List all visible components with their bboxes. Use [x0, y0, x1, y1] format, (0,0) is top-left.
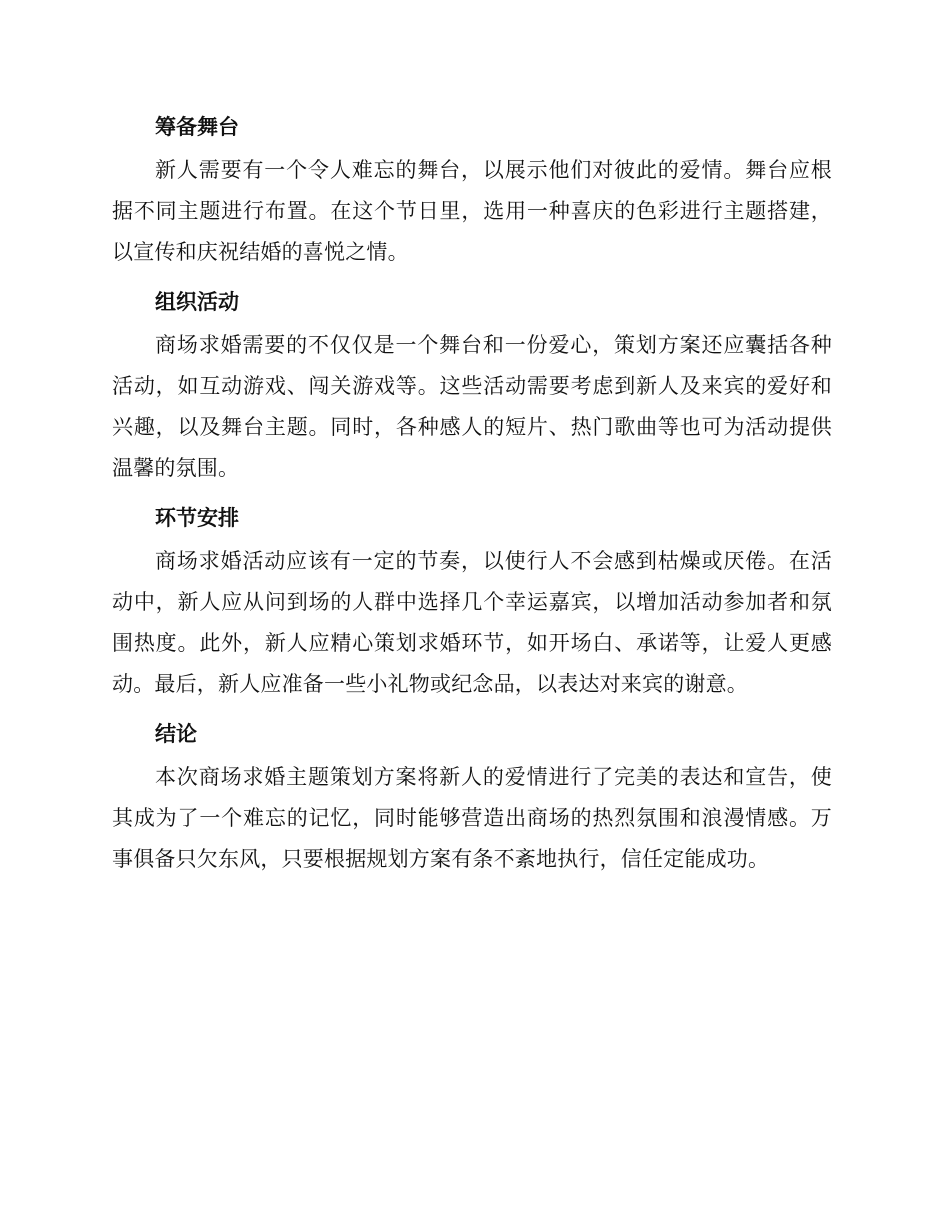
section-heading: 筹备舞台 — [155, 115, 239, 139]
section-heading: 环节安排 — [155, 506, 239, 530]
section-paragraph: 商场求婚需要的不仅仅是一个舞台和一份爱心，策划方案还应囊括各种活动，如互动游戏、闯关游戏等。这些活动需要考虑到新人及来宾的爱好和兴趣，以及舞台主题。同时，各种感人的短片、热门歌曲等也可为活动提供温馨的氛围。 — [112, 333, 832, 480]
section-schedule-arrangement — [112, 495, 832, 705]
section-paragraph: 本次商场求婚主题策划方案将新人的爱情进行了完美的表达和宣告，使其成为了一个难忘的记忆，同时能够营造出商场的热烈氛围和浪漫情感。万事俱备只欠东风，只要根据规划方案有条不紊地执行，信任定能成功。 — [112, 765, 832, 871]
section-paragraph: 新人需要有一个令人难忘的舞台，以展示他们对彼此的爱情。舞台应根据不同主题进行布置。在这个节日里，选用一种喜庆的色彩进行主题搭建，以宣传和庆祝结婚的喜悦之情。 — [112, 158, 832, 264]
section-heading: 组织活动 — [155, 290, 239, 314]
section-conclusion — [112, 711, 832, 880]
document-page — [112, 104, 832, 886]
section-heading: 结论 — [155, 722, 197, 746]
section-stage-preparation — [112, 104, 832, 273]
section-paragraph: 商场求婚活动应该有一定的节奏，以使行人不会感到枯燥或厌倦。在活动中，新人应从问到场的人群中选择几个幸运嘉宾，以增加活动参加者和氛围热度。此外，新人应精心策划求婚环节，如开场白、承诺等，让爱人更感动。最后，新人应准备一些小礼物或纪念品，以表达对来宾的谢意。 — [112, 549, 832, 696]
section-organize-activities — [112, 279, 832, 489]
